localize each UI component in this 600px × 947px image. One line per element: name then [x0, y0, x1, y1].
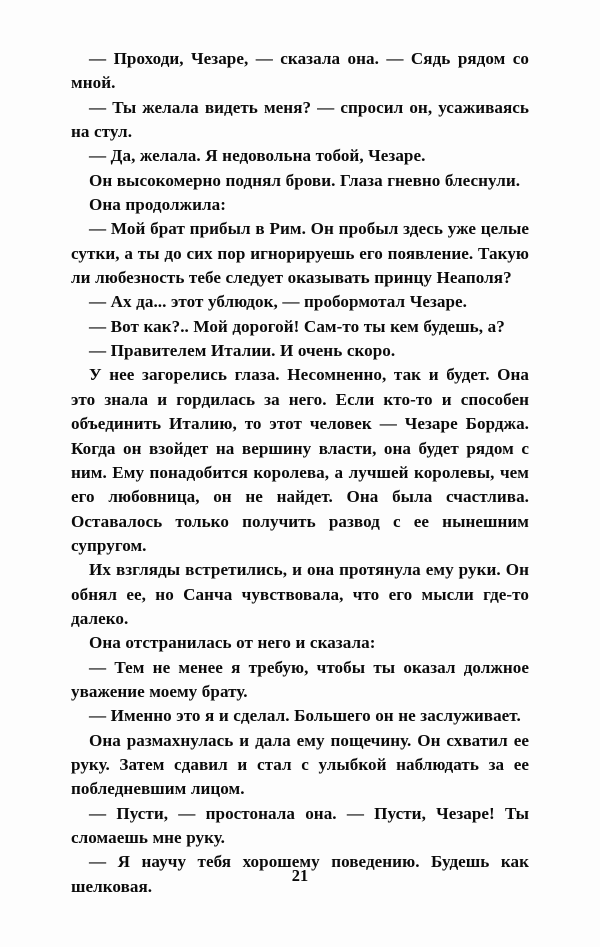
page-text-block [71, 47, 529, 899]
paragraph: — Ах да... этот ублюдок, — пробормотал Чезаре. [89, 292, 467, 312]
paragraph: У нее загорелись глаза. Несомненно, так и будет. Она это знала и гордилась за него. Если кто-то и способен объединить Италию, то этот человек — Чезаре Борджа. Когда он взойдет на вершину власти, она будет рядом с ним. Ему понадобится королева, а лучшей королевы, чем его любовница, он не найдет. Она была счастлива. Оставалось только получить развод с ее нынешним супругом. [71, 365, 529, 555]
paragraph: — Проходи, Чезаре, — сказала она. — Сядь рядом со мной. [71, 49, 529, 93]
paragraph: Она продолжила: [89, 195, 226, 215]
paragraph: Их взгляды встретились, и она протянула ему руки. Он обнял ее, но Санча чувствовала, что его мысли где-то далеко. [71, 560, 529, 628]
paragraph: — Пусти, — простонала она. — Пусти, Чезаре! Ты сломаешь мне руку. [71, 803, 529, 847]
paragraph: Она отстранилась от него и сказала: [89, 633, 376, 653]
paragraph: — Я научу тебя хорошему поведению. Будешь как шелковая. [71, 852, 529, 896]
paragraph: — Правителем Италии. И очень скоро. [89, 341, 396, 361]
paragraph: Она размахнулась и дала ему пощечину. Он схватил ее руку. Затем сдавил и стал с улыбкой наблюдать за ее побледневшим лицом. [71, 730, 529, 799]
paragraph: — Вот как?.. Мой дорогой! Сам-то ты кем будешь, а? [89, 316, 505, 336]
paragraph: — Да, желала. Я недовольна тобой, Чезаре. [89, 146, 426, 166]
paragraph: — Ты желала видеть меня? — спросил он, усаживаясь на стул. [71, 97, 529, 142]
paragraph: — Тем не менее я требую, чтобы ты оказал должное уважение моему брату. [71, 657, 529, 701]
paragraph: — Именно это я и сделал. Большего он не заслуживает. [89, 706, 521, 726]
page-number: 21 [291, 866, 309, 885]
paragraph: Он высокомерно поднял брови. Глаза гневно блеснули. [89, 170, 521, 190]
paragraph: — Мой брат прибыл в Рим. Он пробыл здесь уже целые сутки, а ты до сих пор игнорируешь его появление. Такую ли любезность тебе следует оказывать принцу Неаполя? [71, 219, 529, 288]
